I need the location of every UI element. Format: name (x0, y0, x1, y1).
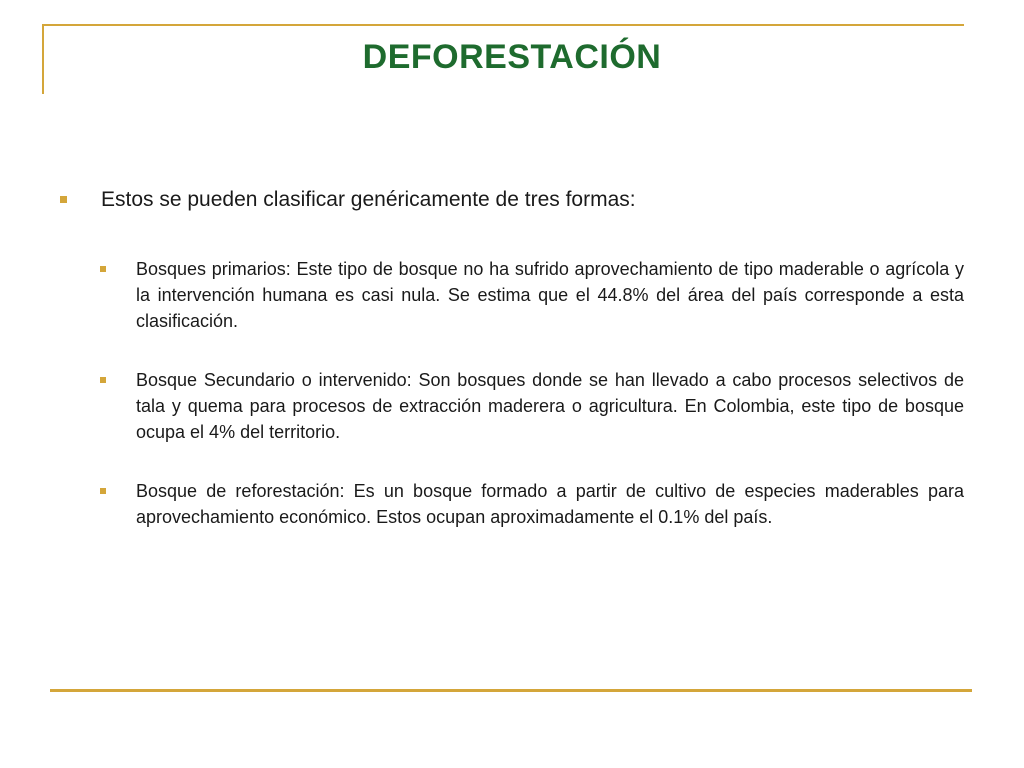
sub-bullet-list (100, 256, 964, 563)
bullet-square-icon (60, 196, 67, 203)
bullet-square-icon (100, 377, 106, 383)
sub-bullet-reforestation-forests (100, 478, 964, 530)
main-bullet-text: Estos se pueden clasificar genéricamente de tres formas: (101, 188, 636, 211)
bullet-square-icon (100, 266, 106, 272)
bottom-border-line (50, 689, 972, 692)
top-border-line (42, 24, 964, 26)
sub-bullet-text: Bosques primarios: Este tipo de bosque no ha sufrido aprovechamiento de tipo maderable o agrícola y la intervención humana es casi nula. Se estima que el 44.8% del área del país corresponde a esta clasificación. (136, 259, 964, 331)
sub-bullet-secondary-forests (100, 367, 964, 445)
slide-title: DEFORESTACIÓN (362, 38, 662, 76)
sub-bullet-primary-forests (100, 256, 964, 334)
sub-bullet-text: Bosque de reforestación: Es un bosque formado a partir de cultivo de especies maderables para aprovechamiento económico. Estos ocupan aproximadamente el 0.1% del país. (136, 481, 964, 527)
bullet-square-icon (100, 488, 106, 494)
sub-bullet-text: Bosque Secundario o intervenido: Son bosques donde se han llevado a cabo procesos selectivos de tala y quema para procesos de extracción maderera o agricultura. En Colombia, este tipo de bosque ocupa el 4% del territorio. (136, 370, 964, 442)
